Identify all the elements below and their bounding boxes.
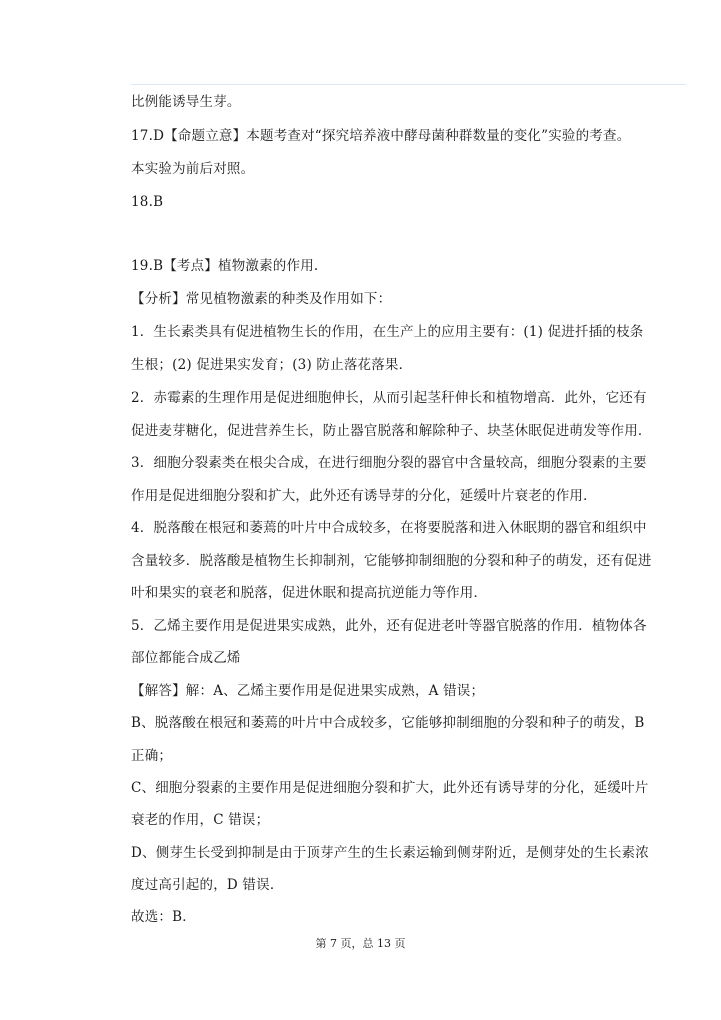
text-line: 本实验为前后对照。 (131, 161, 255, 177)
text-line: 促进麦芽糖化，促进营养生长，防止器官脱落和解除种子、块茎休眠促进萌发等作用． (131, 423, 652, 439)
text-line: 含量较多．脱落酸是植物生长抑制剂，它能够抑制细胞的分裂和种子的萌发，还有促进 (131, 553, 652, 569)
text-line: 17.D【命题立意】本题考查对“探究培养液中酵母菌种群数量的变化”实验的考查。 (131, 128, 631, 144)
text-line: D、侧芽生长受到抑制是由于顶芽产生的生长素运输到侧芽附近，是侧芽处的生长素浓 (131, 845, 649, 861)
text-line: 19.B【考点】植物激素的作用. (131, 258, 319, 274)
text-line: C、细胞分裂素的主要作用是促进细胞分裂和扩大，此外还有诱导芽的分化，延缓叶片 (131, 780, 649, 796)
text-line: 生根；(2) 促进果实发育；(3) 防止落花落果． (131, 357, 413, 373)
text-line: 正确； (131, 748, 173, 764)
text-line: 部位都能合成乙烯 (131, 650, 241, 666)
text-line: 5．乙烯主要作用是促进果实成熟，此外，还有促进老叶等器官脱落的作用．植物体各 (131, 618, 647, 634)
text-line: 作用是促进细胞分裂和扩大，此外还有诱导芽的分化，延缓叶片衰老的作用． (131, 488, 597, 504)
header-rule (131, 84, 686, 85)
text-line: 【解答】解：A、乙烯主要作用是促进果实成熟，A 错误； (131, 683, 485, 699)
text-line: 叶和果实的衰老和脱落，促进休眠和提高抗逆能力等作用． (131, 585, 488, 601)
text-line: 比例能诱导生芽。 (131, 94, 241, 110)
page-footer: 第 7 页，总 13 页 (315, 937, 406, 950)
text-line: 衰老的作用，C 错误； (131, 812, 270, 828)
text-line: 1．生长素类具有促进植物生长的作用，在生产上的应用主要有：(1) 促进扦插的枝条 (131, 324, 644, 340)
text-line: 度过高引起的，D 错误． (131, 877, 284, 893)
text-line: 2．赤霉素的生理作用是促进细胞伸长，从而引起茎秆伸长和植物增高．此外，它还有 (131, 390, 647, 406)
text-line: 故选：B． (131, 909, 196, 925)
text-line: 4．脱落酸在根冠和萎蔫的叶片中合成较多，在将要脱落和进入休眠期的器官和组织中 (131, 520, 647, 536)
text-line: 18.B (131, 194, 164, 210)
text-line: B、脱落酸在根冠和萎蔫的叶片中合成较多，它能够抑制细胞的分裂和种子的萌发，B (131, 715, 645, 731)
text-line: 3．细胞分裂素类在根尖合成，在进行细胞分裂的器官中含量较高，细胞分裂素的主要 (131, 455, 647, 471)
text-line: 【分析】常见植物激素的种类及作用如下： (131, 291, 392, 307)
